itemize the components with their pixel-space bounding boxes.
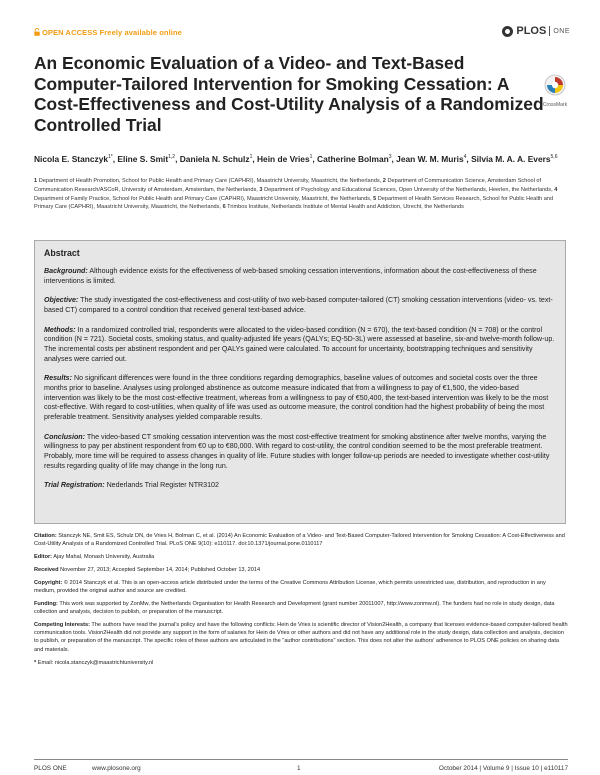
affiliation: 6 Trimbos Institute, Netherlands Institute of Mental Health and Addiction, Utrecht, the Netherlands — [222, 204, 464, 211]
abstract-background: Background: Although evidence exists for the effectiveness of web-based smoking cessation interventions, information about the cost-effectiveness of these interventions is limited. — [44, 267, 537, 285]
citation: Citation: Stanczyk NE, Smit ES, Schulz DN, de Vries H, Bolman C, et al. (2014) An Economic Evaluation of a Video- and Text-Based Computer-Tailored Intervention for Smoking Cessation: A Cost-Effectiveness and Cost-Utility Analysis of a Randomized Controlled Trial. PLoS ONE 9(10): e110117. doi:10.1371/journal.pone.0110117 — [34, 533, 565, 548]
affiliation: 4 Department of Family Practice, School for Public Health and Primary Care (CAPHRI), Maastricht University, Maastricht, the Netherlands, — [34, 186, 558, 202]
footer-journal: PLOS ONE — [34, 765, 67, 772]
author[interactable]: Nicola E. Stanczyk$^{1*}$ — [34, 153, 113, 164]
author[interactable]: Daniela N. Schulz$^1$ — [179, 153, 253, 164]
author[interactable]: Silvia M. A. A. Evers$^{5,6}$ — [471, 153, 558, 164]
abstract-box — [34, 240, 566, 524]
open-access-banner — [34, 28, 182, 37]
author-list: Nicola E. Stanczyk$^{1*}$, Eline S. Smit$^{1,2}$, Daniela N. Schulz$^1$, Hein de Vries$^1$, Catherine Bolman$^3$, Jean W. M. Muris$^4$, Silvia M. A. A. Evers$^{5,6}$ — [34, 153, 558, 164]
page-number: 1 — [297, 765, 301, 772]
journal-word: PLOS — [516, 25, 547, 37]
open-access-lock-icon — [34, 28, 40, 36]
abstract-heading: Abstract — [44, 248, 80, 258]
editor: Editor: Ajay Mahal, Monash University, Australia — [34, 554, 155, 561]
abstract-conclusion: Conclusion: The video-based CT smoking cessation intervention was the most cost-effective treatment for smoking abstinence after twelve months, varying the willingness to pay per abstinent respondent from €0 up to €80,000. With regard to cost-utility, the control condition seemed to be the most preferable treatment. Probably, more time will be required to assess changes in quality of life. Future studies with longer follow-up periods are needed to investigate whether cost-utility results regarding quality of life may change in the long run. — [44, 432, 550, 470]
article-title: An Economic Evaluation of a Video- and Text-Based Computer-Tailored Intervention for Smoking Cessation: A Cost-Effectiveness and Cost-Utility Analysis of a Randomized Controlled Trial — [34, 53, 544, 135]
crossmark-label: CrossMark — [542, 102, 568, 108]
affiliation: 2 Department of Communication Science, Amsterdam School of Communication Research/ASCoR, University of Amsterdam, Amsterdam, the Netherlands, — [34, 178, 542, 193]
crossmark-badge[interactable] — [540, 74, 570, 108]
affiliations — [34, 177, 568, 212]
affiliation: 5 Department of Health Services Research, School for Public Health and Primary Care (CAPHRI), Maastricht University, Maastricht, the Netherlands, — [34, 195, 554, 211]
author[interactable]: Catherine Bolman$^3$ — [317, 153, 392, 164]
footer-divider — [34, 759, 568, 760]
copyright: Copyright: © 2014 Stanczyk et al. This is an open-access article distributed under the terms of the Creative Commons Attribution License, which permits unrestricted use, distribution, and reproduction in any medium, provided the original author and source are credited. — [34, 580, 546, 595]
affiliation: 3 Department of Psychology and Educational Sciences, Open University of the Netherlands, Heerlen, the Netherlands, — [259, 186, 553, 193]
plos-logo-icon — [502, 26, 513, 37]
dates: Received November 27, 2013; Accepted September 14, 2014; Published October 13, 2014 — [34, 567, 261, 574]
author[interactable]: Jean W. M. Muris$^4$ — [396, 153, 467, 164]
abstract-methods: Methods: In a randomized controlled trial, respondents were allocated to the video-based condition (N = 670), the text-based condition (N = 708) or the control condition (N = 721). Societal costs, smoking status, and quality-adjusted life years (QALYs; EQ-5D-3L) were assessed at baseline, six-and twelve-month follow-up. The incremental costs per abstinent respondent and per QALYs gained were calculated. To account for uncertainty, bootstrapping techniques and sensitivity analyses were carried out. — [44, 325, 555, 363]
abstract-objective: Objective: The study investigated the cost-effectiveness and cost-utility of two web-based computer-tailored (CT) smoking cessation interventions (video- vs. text-based CT) compared to a control condition that received general text-based advice. — [44, 296, 553, 314]
journal-logo — [502, 25, 570, 37]
journal-sub: ONE — [553, 27, 570, 35]
crossmark-icon — [544, 74, 566, 96]
open-access-text: OPEN ACCESS Freely available online — [42, 28, 182, 37]
abstract-trial-registration: Trial Registration: Nederlands Trial Register NTR3102 — [44, 481, 219, 490]
funding: Funding: This work was supported by ZonMw, the Netherlands Organisation for Health Research and Development (grant number 20011007, http://www.zonmw.nl). The funders had no role in study design, data collection and analysis, decision to publish, or preparation of the manuscript. — [34, 601, 555, 616]
footer-issue: October 2014 | Volume 9 | Issue 10 | e110117 — [438, 765, 568, 772]
author[interactable]: Eline S. Smit$^{1,2}$ — [117, 153, 176, 164]
affiliation: 1 Department of Health Promotion, School for Public Health and Primary Care (CAPHRI), Maastricht University, Maastricht, the Netherlands, — [34, 178, 382, 184]
article-metadata — [34, 532, 568, 672]
corresponding-email[interactable]: * Email: nicola.stanczyk@maastrichtuniversity.nl — [34, 659, 154, 666]
footer-url[interactable]: www.plosone.org — [92, 765, 141, 772]
logo-separator — [549, 26, 550, 36]
author[interactable]: Hein de Vries$^1$ — [257, 153, 313, 164]
competing-interests: Competing Interests: The authors have read the journal's policy and have the following conflicts: Hein de Vries is scientific director of Vision2Health, a company that licenses evidence-based computer-tailored health communication tools. Vision2Health did not provide any support in the form of salaries for Hein de Vries or other authors and did not have any additional role in the study design, data collection and analysis, decision to publish, or preparation of the manuscript. The specific roles of these authors are articulated in the "author contributions" section. This does not alter the authors' adherence to PLOS ONE policies on sharing data and materials. — [34, 622, 568, 653]
abstract-results: Results: No significant differences were found in the three conditions regarding demographics, baseline values of outcomes and societal costs over the three months prior to baseline. Analyses using prolonged abstinence as outcome measure indicated that from a willingness to pay of €1,500, the video-based intervention was likely to be the most cost-effective treatment, whereas from a willingness to pay of €50,400, the text-based intervention was likely to be the most cost-effective. With regard to cost-utilities, when quality of life was used as outcome measure, the control condition had the highest probability of being the most preferable treatment. Sensitivity analyses yielded comparable results. — [44, 374, 549, 421]
